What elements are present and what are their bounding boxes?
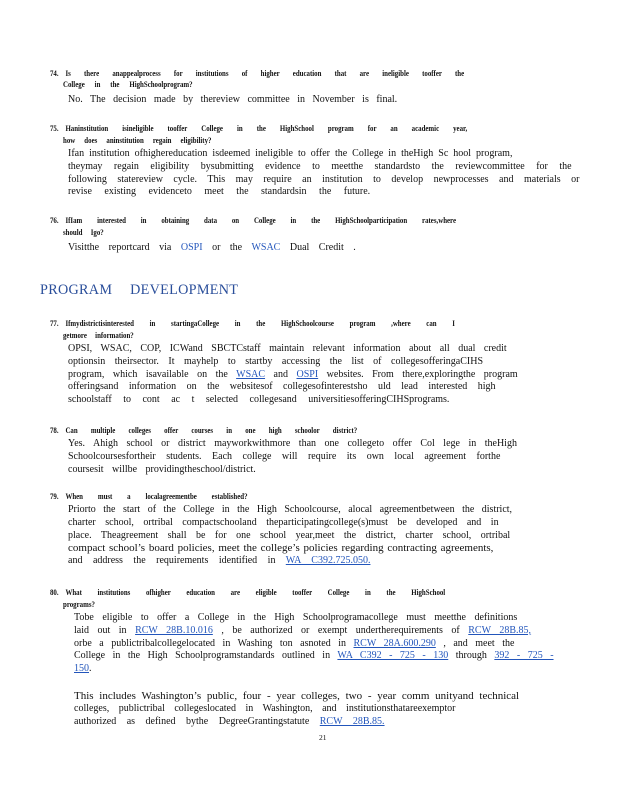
question-78 bbox=[50, 426, 357, 436]
question-text: When must a localagreementbe established? bbox=[65, 492, 248, 501]
wac-392-725-050-link[interactable]: WA C392.725.050. bbox=[285, 555, 371, 567]
question-text: Is there anappealprocess for institutions of higher education that are ineligible tooffer the bbox=[65, 69, 465, 78]
question-number: 78. bbox=[50, 426, 59, 435]
page-number: 21 bbox=[319, 733, 327, 742]
question-text: IfIam interested in obtaining data on College in the HighSchoolparticipation rates,where bbox=[65, 216, 457, 225]
answer-75: Ifan institution ofhighereducation isdeemed ineligible to offer the College in theHigh Sc hool program, theymay regain eligibility bysubmitting evidence to meetthe standardsto the reviewcommittee for the following statereview cycle. This may require an institution to develop newprocesses and materials or revise existing evidenceto meet the standardsin the future. bbox=[68, 148, 580, 198]
rcw-28b-10-016-link[interactable]: RCW 28B.10.016 bbox=[135, 624, 213, 636]
question-77-line2: getmore information? bbox=[63, 331, 134, 340]
answer-79: Priorto the start of the College in the High Schoolcourse, alocal agreementbetween the district, charter school, ortribal compactschooland theparticipatingcollege(s)must be developed and in place. Theagreement shall be for one school year,meet the district, charter school, ortribal compact school’s board policies, meet the college’s policies regarding contracting agreements, and address the requirements identified in WA C392.725.050. bbox=[68, 504, 513, 567]
wac-392-725-130-link[interactable]: WA C392 - 725 - 130 bbox=[337, 650, 449, 662]
question-number: 77. bbox=[50, 319, 59, 328]
ospi-website-link[interactable]: OSPI bbox=[296, 368, 319, 380]
question-number: 79. bbox=[50, 492, 59, 501]
wsac-website-link[interactable]: WSAC bbox=[236, 368, 266, 380]
question-number: 76. bbox=[50, 216, 59, 225]
question-76 bbox=[50, 216, 456, 226]
ospi-link[interactable]: OSPI bbox=[180, 242, 203, 253]
question-74-line2: College in the HighSchoolprogram? bbox=[63, 80, 193, 89]
question-text: Haninstitution isineligible tooffer College in the HighSchool program for an academic year, bbox=[65, 124, 468, 133]
answer-80-continued: This includes Washington’s public, four - year colleges, two - year comm unityand technical colleges, publictribal collegeslocated in Washington, and institutionsthatareexemptor authorized as defined bythe DegreeGrantingstatute RCW 28B.85. bbox=[74, 690, 520, 727]
section-heading: PROGRAM DEVELOPMENT bbox=[40, 282, 239, 298]
question-text: Can multiple colleges offer courses in one high schoolor district? bbox=[65, 426, 358, 435]
rcw-28a-600-290-link[interactable]: RCW 28A.600.290 bbox=[353, 637, 436, 649]
question-number: 74. bbox=[50, 69, 59, 78]
answer-77: OPSI, WSAC, COP, ICWand SBCTCstaff maintain relevant information about all dual credit optionsin theirsector. It mayhelp to startby accessing the list of collegesofferingaCIHS program, which isavailable on the WSAC and OSPI websites. From there,exploringthe program offeringsand information on the websitesof collegesofinterestsho uld lead interested high schoolstaff to cont ac t selected collegesand universitiesofferingCIHSprograms. bbox=[68, 343, 518, 406]
wsac-link[interactable]: WSAC bbox=[251, 242, 281, 253]
question-77 bbox=[50, 319, 455, 329]
question-76-line2: should Igo? bbox=[63, 228, 104, 237]
question-text: Ifmydistrictisinterested in startingaCollege in the HighSchoolcourse program ,where can I bbox=[65, 319, 455, 328]
answer-76: Visitthe reportcard via OSPI or the WSAC Dual Credit . bbox=[68, 242, 356, 253]
question-text: What institutions ofhigher education are eligible tooffer College in the HighSchool bbox=[65, 588, 446, 597]
answer-74: No. The decision made by thereview committee in November is final. bbox=[68, 94, 398, 105]
answer-80: Tobe eligible to offer a College in the High Schoolprogramacollege must meetthe definitions laid out in RCW 28B.10.016 , be authorized or exempt undertherequirements of RCW 28B.85, orbe a publictribalcollegelocated in Washing ton asnoted in RCW 28A.600.290 , and meet the College in the High Schoolprogramstandards outlined in WA C392 - 725 - 130 through 392 - 725 - 150. bbox=[74, 612, 554, 675]
question-80 bbox=[50, 588, 445, 598]
question-number: 75. bbox=[50, 124, 59, 133]
rcw-28b-85-link[interactable]: RCW 28B.85, bbox=[468, 624, 532, 636]
wac-392-725-150-link[interactable]: 392 - 725 - bbox=[494, 650, 554, 662]
wac-392-725-150-link-cont[interactable]: 150 bbox=[74, 663, 89, 675]
question-75 bbox=[50, 124, 467, 134]
answer-78: Yes. Ahigh school or district mayworkwithmore than one collegeto offer Col lege in theHigh Schoolcoursesfortheir students. Each college will require its own local agreement forthe coursesit willbe providingtheschool/district. bbox=[68, 438, 517, 475]
question-74 bbox=[50, 69, 464, 79]
question-80-line2: programs? bbox=[63, 600, 95, 609]
question-79 bbox=[50, 492, 248, 502]
question-75-line2: how does aninstitution regain eligibility? bbox=[63, 136, 212, 145]
rcw-28b-85-statute-link[interactable]: RCW 28B.85. bbox=[319, 715, 385, 727]
question-number: 80. bbox=[50, 588, 59, 597]
